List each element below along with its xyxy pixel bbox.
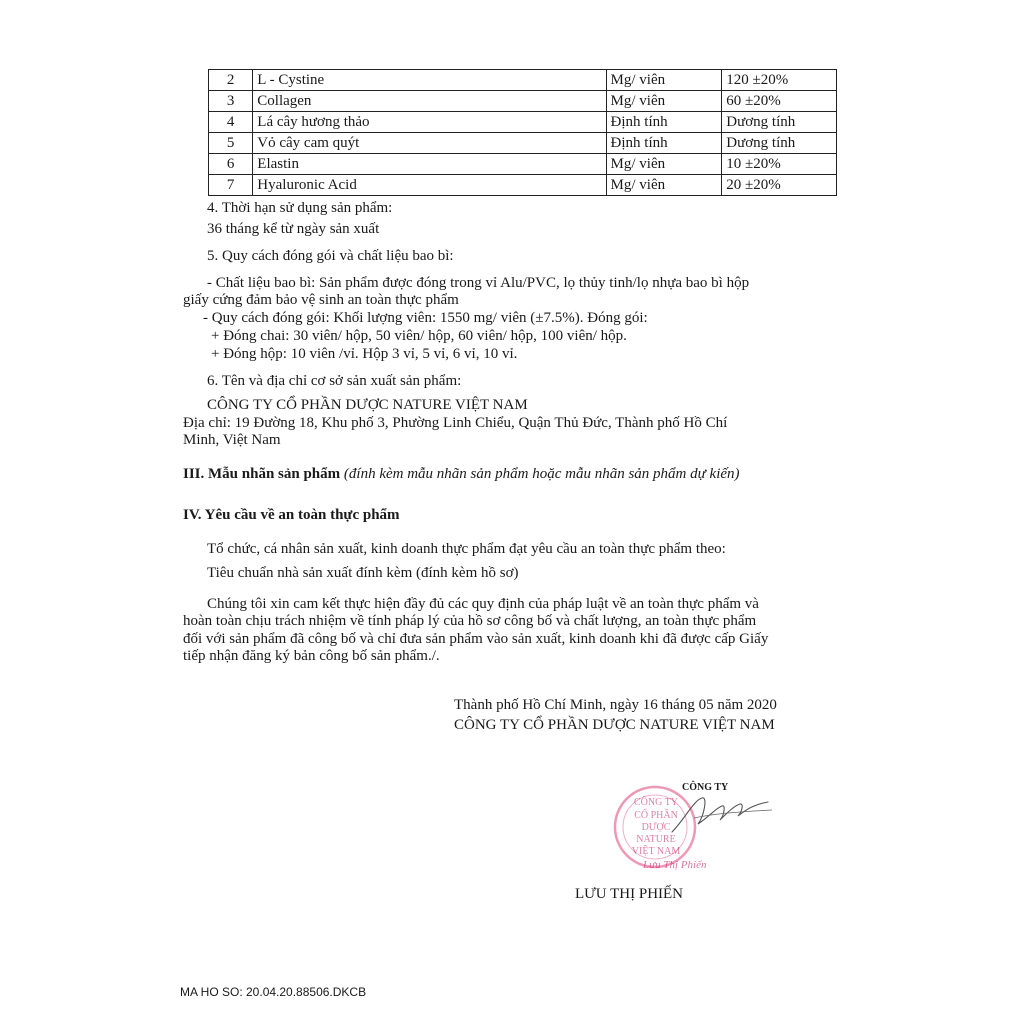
stamp-line2: CỔ PHẦN (634, 810, 678, 821)
value-cell: Dương tính (722, 133, 837, 154)
section5-box: + Đóng hộp: 10 viên /vỉ. Hộp 3 vỉ, 5 vỉ, 6 vỉ, 10 vỉ. (211, 346, 518, 362)
commitment-line1: Chúng tôi xin cam kết thực hiện đầy đủ các quy định của pháp luật về an toàn thực phẩm và (207, 596, 759, 612)
row-number: 2 (209, 70, 253, 91)
value-cell: 10 ±20% (722, 154, 837, 175)
section-iv-heading: IV. Yêu cầu về an toàn thực phẩm (183, 507, 400, 523)
table-row (209, 133, 837, 154)
unit-cell: Mg/ viên (606, 175, 722, 196)
section-iv-line2: Tiêu chuẩn nhà sản xuất đính kèm (đính kèm hồ sơ) (207, 565, 519, 581)
table-row (209, 112, 837, 133)
ingredient-name: Elastin (253, 154, 606, 175)
place-date: Thành phố Hồ Chí Minh, ngày 16 tháng 05 năm 2020 (454, 697, 777, 713)
value-cell: 120 ±20% (722, 70, 837, 91)
section-iv-line1: Tổ chức, cá nhân sản xuất, kinh doanh thực phẩm đạt yêu cầu an toàn thực phẩm theo: (207, 541, 726, 557)
row-number: 4 (209, 112, 253, 133)
section4-heading: 4. Thời hạn sử dụng sản phẩm: (207, 200, 393, 216)
section5-heading: 5. Quy cách đóng gói và chất liệu bao bì: (207, 248, 454, 264)
row-number: 7 (209, 175, 253, 196)
signer-name: LƯU THỊ PHIẾN (575, 886, 684, 902)
stamp-name: Lưu Thị Phiến (643, 859, 707, 871)
table-row (209, 70, 837, 91)
table-row (209, 175, 837, 196)
value-cell: 20 ±20% (722, 175, 837, 196)
row-number: 6 (209, 154, 253, 175)
row-number: 3 (209, 91, 253, 112)
ingredient-name: Lá cây hương thảo (253, 112, 606, 133)
signature-company: CÔNG TY CỔ PHẦN DƯỢC NATURE VIỆT NAM (454, 717, 775, 733)
table-row (209, 154, 837, 175)
section-iii (183, 466, 740, 483)
stamp-line3: DƯỢC (641, 822, 671, 833)
commitment-line2: hoàn toàn chịu trách nhiệm về tính pháp lý của hồ sơ công bố và chất lượng, an toàn thực phẩm (183, 613, 757, 629)
section4-text: 36 tháng kể từ ngày sản xuất (207, 221, 380, 237)
section-iii-note: (đính kèm mẫu nhãn sản phẩm hoặc mẫu nhãn sản phẩm dự kiến) (343, 466, 740, 482)
unit-cell: Mg/ viên (606, 91, 722, 112)
commitment-line4: tiếp nhận đăng ký bản công bố sản phẩm./. (183, 648, 440, 664)
spec-table (208, 69, 837, 196)
record-code: MA HO SO: 20.04.20.88506.DKCB (180, 985, 367, 999)
section5-packing: - Quy cách đóng gói: Khối lượng viên: 1550 mg/ viên (±7.5%). Đóng gói: (203, 310, 648, 326)
unit-cell: Mg/ viên (606, 154, 722, 175)
section6-heading: 6. Tên và địa chỉ cơ sở sản xuất sản phẩm: (207, 373, 462, 389)
ingredient-name: Collagen (253, 91, 606, 112)
commitment-line3: đối với sản phẩm đã công bố và chỉ đưa sản phẩm vào sản xuất, kinh doanh khi đã được cấp Giấy (183, 631, 769, 647)
section6-address-line1: Địa chỉ: 19 Đường 18, Khu phố 3, Phường Linh Chiểu, Quận Thủ Đức, Thành phố Hồ Chí (183, 415, 728, 431)
stamp-line1: CÔNG TY (634, 797, 678, 808)
ingredient-name: L - Cystine (253, 70, 606, 91)
section5-material-line1: - Chất liệu bao bì: Sản phẩm được đóng trong vỉ Alu/PVC, lọ thủy tinh/lọ nhựa bao bì hộp (207, 275, 750, 291)
unit-cell: Mg/ viên (606, 70, 722, 91)
stamp-header: CÔNG TY (682, 782, 729, 793)
value-cell: 60 ±20% (722, 91, 837, 112)
row-number: 5 (209, 133, 253, 154)
section5-material-line2: giấy cứng đảm bảo vệ sinh an toàn thực phẩm (183, 292, 459, 308)
stamp-line5: VIỆT NAM (631, 846, 681, 857)
section6-address-line2: Minh, Việt Nam (183, 432, 281, 448)
stamp-line4: NATURE (636, 834, 676, 845)
section5-bottle: + Đóng chai: 30 viên/ hộp, 50 viên/ hộp, 60 viên/ hộp, 100 viên/ hộp. (211, 328, 627, 344)
ingredient-name: Hyaluronic Acid (253, 175, 606, 196)
value-cell: Dương tính (722, 112, 837, 133)
table-row (209, 91, 837, 112)
section-iii-heading: III. Mẫu nhãn sản phẩm (183, 466, 341, 482)
handwritten-signature (664, 790, 776, 840)
unit-cell: Định tính (606, 112, 722, 133)
section6-company: CÔNG TY CỔ PHẦN DƯỢC NATURE VIỆT NAM (207, 397, 528, 413)
ingredient-name: Vỏ cây cam quýt (253, 133, 606, 154)
unit-cell: Định tính (606, 133, 722, 154)
